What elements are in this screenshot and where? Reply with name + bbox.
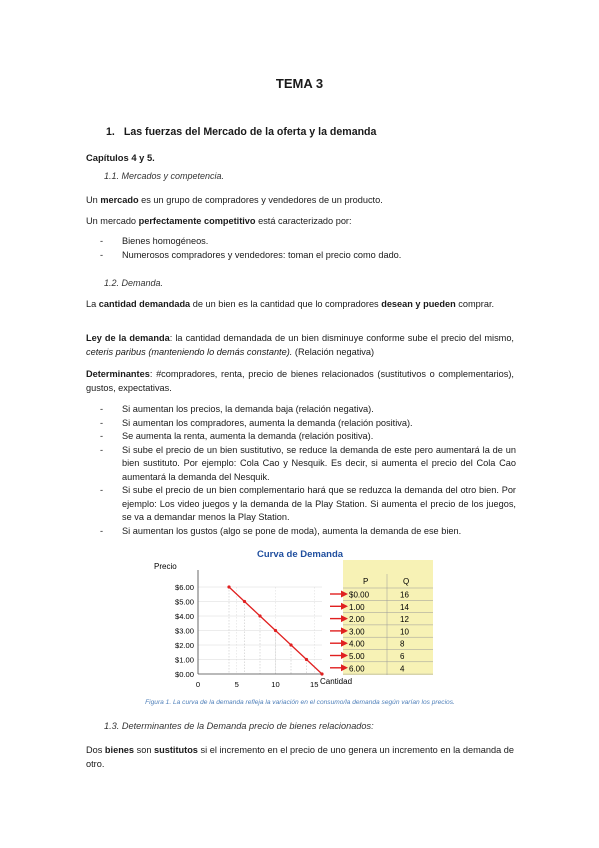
x-axis-label: Cantidad xyxy=(320,677,353,686)
table-cell: 3.00 xyxy=(349,627,365,637)
x-tick-label: 5 xyxy=(234,680,239,689)
y-tick-label: $1.00 xyxy=(174,655,194,665)
paragraph-sustitutos: Dos bienes son sustitutos si el incremento en el precio de uno genera un incremento en la demanda de otro. xyxy=(86,745,514,769)
y-tick-label: $4.00 xyxy=(174,612,194,621)
table-cell: 10 xyxy=(400,627,409,637)
section-title: Las fuerzas del Mercado de la oferta y la demanda xyxy=(123,126,377,138)
y-axis-label: Precio xyxy=(154,562,177,571)
table-cell: 5.00 xyxy=(349,652,365,661)
data-point xyxy=(258,614,261,617)
table-header: Q xyxy=(403,577,410,586)
data-point xyxy=(227,585,230,588)
y-ticks xyxy=(175,583,194,679)
table-cell: 1.00 xyxy=(349,602,365,612)
table-cell: 8 xyxy=(400,639,405,649)
determinants-list xyxy=(100,403,516,538)
list-item: - Si aumentan los compradores, aumenta la demanda (relación positiva). xyxy=(100,417,516,431)
list-item: - Bienes homogéneos. xyxy=(100,235,516,249)
paragraph-mercado: Un mercado es un grupo de compradores y vendedores de un producto. xyxy=(86,195,383,205)
chapters-label: Capítulos 4 y 5. xyxy=(86,152,155,163)
list-item: - Si sube el precio de un bien complementario hará que se reduzca la demanda del otro bien. Por ejemplo: Los video juegos y la demanda de la Play Station. Si aumenta el precio de los juegos, se va a demandar menos la Play Station. xyxy=(100,484,516,525)
table-cell: 4 xyxy=(400,664,405,674)
table-header: P xyxy=(363,577,369,586)
demand-figure xyxy=(150,544,450,689)
x-tick-label: 10 xyxy=(271,680,280,689)
list-item: - Si aumentan los gustos (algo se pone de moda), aumenta la demanda de ese bien. xyxy=(100,525,516,539)
list-item: - Numerosos compradores y vendedores: toman el precio como dado. xyxy=(100,249,516,263)
table-cell: 4.00 xyxy=(349,639,365,649)
data-point xyxy=(289,643,292,646)
figure-title: Curva de Demanda xyxy=(256,549,344,560)
y-tick-label: $5.00 xyxy=(174,597,194,607)
list-item: - Se aumenta la renta, aumenta la demanda (relación positiva). xyxy=(100,430,516,444)
list-item: - Si sube el precio de un bien sustitutivo, se reduce la demanda de este pero aumentará la de un bien sustituto. Por ejemplo: Cola Cao y Nesquik. Es decir, si aumenta el precio del Cola Cao aumentará la demanda del Nesquik. xyxy=(100,444,516,485)
section-number: 1. xyxy=(106,126,115,138)
x-ticks xyxy=(196,680,319,689)
table-cell: 6 xyxy=(400,652,405,661)
subsection-heading-1-1: 1.1. Mercados y competencia. xyxy=(104,171,225,181)
table-cell: 12 xyxy=(400,615,409,625)
list-item: - Si aumentan los precios, la demanda baja (relación negativa). xyxy=(100,403,516,417)
table-cell: 6.00 xyxy=(349,664,365,674)
subsection-heading-1-2: 1.2. Demanda. xyxy=(104,278,164,288)
market-list xyxy=(100,235,516,262)
y-tick-label: $2.00 xyxy=(174,641,194,650)
data-point xyxy=(320,672,323,675)
section-heading xyxy=(106,126,376,138)
y-tick-label: $3.00 xyxy=(174,626,194,636)
paragraph-ley: Ley de la demanda: la cantidad demandada de un bien disminuye conforme sube el precio del mismo, ceteris paribus (manteniendo lo demás constante). (Relación negativa) xyxy=(86,333,514,357)
data-point xyxy=(243,600,246,603)
table-cell: 16 xyxy=(400,590,409,600)
subsection-heading-1-3: 1.3. Determinantes de la Demanda precio de bienes relacionados: xyxy=(104,721,374,731)
chart-grid xyxy=(198,587,322,674)
table-cell: 14 xyxy=(400,602,409,612)
paragraph-perfect: Un mercado perfectamente competitivo está caracterizado por: xyxy=(86,216,352,226)
data-point xyxy=(274,629,277,632)
x-tick-label: 15 xyxy=(310,680,319,689)
data-point xyxy=(305,658,308,661)
x-tick-label: 0 xyxy=(195,680,201,689)
page-title: TEMA 3 xyxy=(275,76,324,91)
table-cell: 2.00 xyxy=(349,615,365,625)
paragraph-cantidad: La cantidad demandada de un bien es la cantidad que lo compradores desean y pueden comprar. xyxy=(86,299,495,309)
y-tick-label: $0.00 xyxy=(174,670,194,679)
y-tick-label: $6.00 xyxy=(174,583,194,592)
table-cell: $0.00 xyxy=(349,590,370,600)
figure-caption: Figura 1. La curva de la demanda refleja la variación en el consumo/la demanda según varían los precios. xyxy=(145,699,455,706)
paragraph-determinantes: Determinantes: #compradores, renta, precio de bienes relacionados (sustitutivos o complementarios), gustos, expectativas. xyxy=(86,369,514,393)
